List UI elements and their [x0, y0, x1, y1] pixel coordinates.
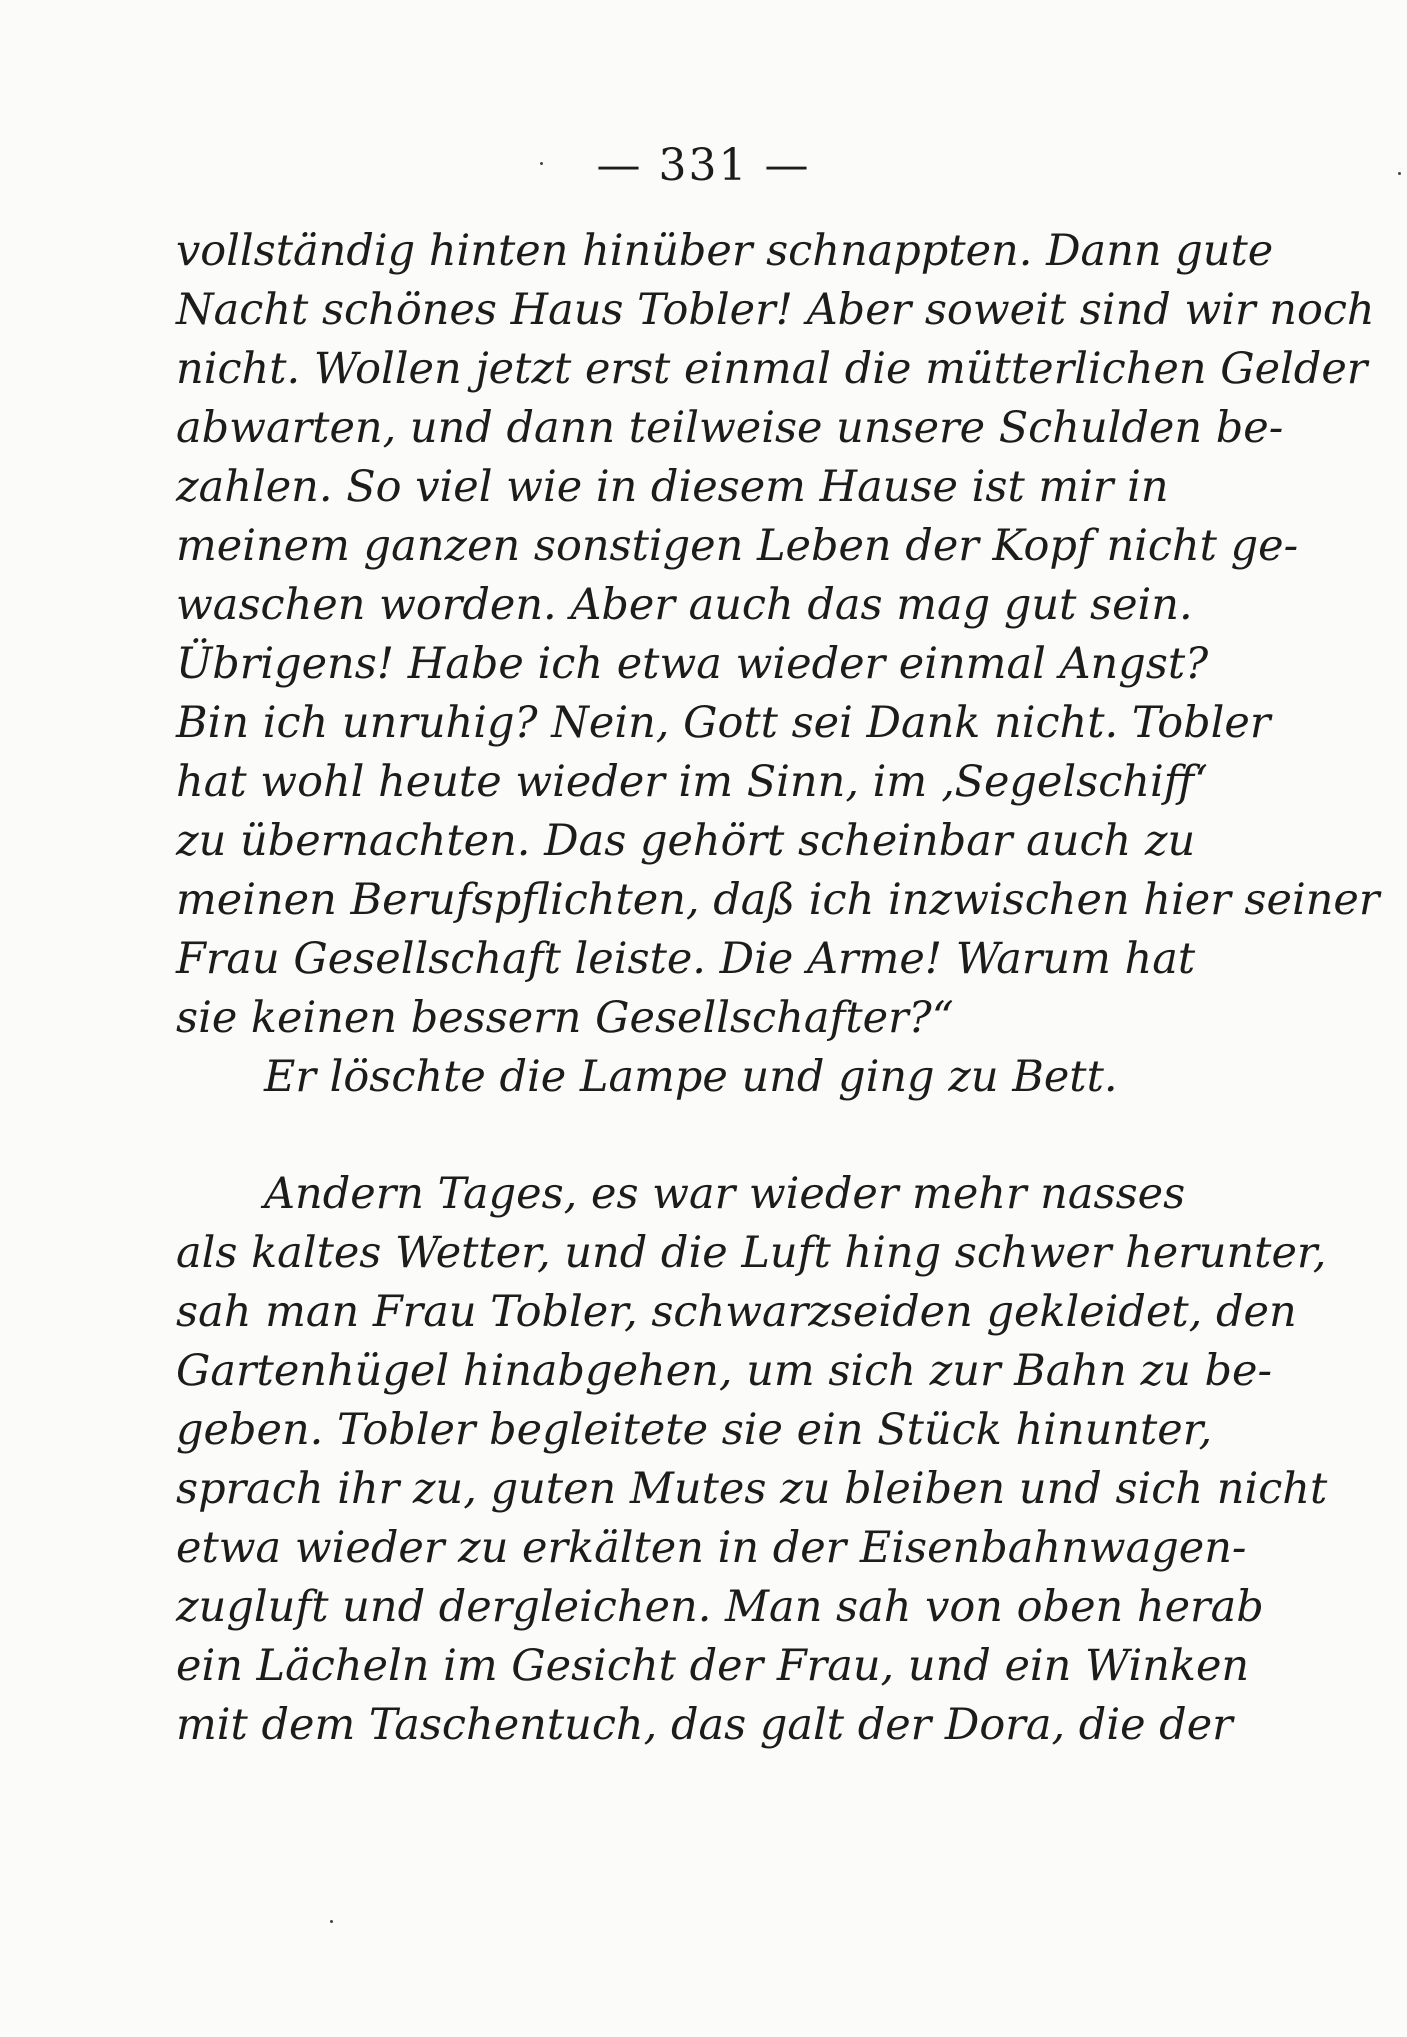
text-line: Gartenhügel hinabgehen, um sich zur Bahn zu be- [176, 1346, 1272, 1396]
text-line: zahlen. So viel wie in diesem Hause ist mir in [176, 462, 1169, 512]
text-line: zu übernachten. Das gehört scheinbar auch zu [176, 816, 1196, 866]
text-line: meinen Berufspflichten, daß ich inzwischen hier seiner [176, 875, 1380, 925]
text-line: Nacht schönes Haus Tobler! Aber soweit sind wir noch [176, 285, 1375, 335]
text-line: nicht. Wollen jetzt erst einmal die mütterlichen Gelder [176, 344, 1368, 394]
text-line: zugluft und dergleichen. Man sah von oben herab [176, 1582, 1264, 1632]
text-line: hat wohl heute wieder im Sinn, im ‚Segelschiff‘ [176, 757, 1208, 807]
text-line: Bin ich unruhig? Nein, Gott sei Dank nicht. Tobler [176, 698, 1271, 748]
scan-speck [330, 1920, 333, 1923]
text-line: meinem ganzen sonstigen Leben der Kopf nicht ge- [176, 521, 1299, 571]
text-line: Er löschte die Lampe und ging zu Bett. [264, 1052, 1118, 1102]
text-block-lower [176, 1165, 1328, 1755]
text-line: waschen worden. Aber auch das mag gut sein. [176, 580, 1193, 630]
scan-speck [1398, 172, 1401, 175]
text-line: mit dem Taschentuch, das galt der Dora, die der [176, 1700, 1233, 1750]
text-line: etwa wieder zu erkälten in der Eisenbahnwagen- [176, 1523, 1247, 1573]
text-line: als kaltes Wetter, und die Luft hing schwer herunter, [176, 1228, 1327, 1278]
scan-speck [540, 162, 543, 165]
text-line: sprach ihr zu, guten Mutes zu bleiben und sich nicht [176, 1464, 1328, 1514]
text-line: Frau Gesellschaft leiste. Die Arme! Warum hat [176, 934, 1196, 984]
text-line: geben. Tobler begleitete sie ein Stück hinunter, [176, 1405, 1213, 1455]
text-block-upper [176, 222, 1380, 1107]
text-line: sie keinen bessern Gesellschafter?“ [176, 993, 954, 1043]
text-line: ein Lächeln im Gesicht der Frau, und ein Winken [176, 1641, 1250, 1691]
text-line: Andern Tages, es war wieder mehr nasses [264, 1169, 1186, 1219]
text-line: vollständig hinten hinüber schnappten. Dann gute [176, 226, 1274, 276]
text-line: abwarten, und dann teilweise unsere Schulden be- [176, 403, 1284, 453]
text-line: Übrigens! Habe ich etwa wieder einmal Angst? [176, 639, 1209, 689]
text-line: sah man Frau Tobler, schwarzseiden gekleidet, den [176, 1287, 1297, 1337]
page-number: — 331 — [596, 140, 811, 191]
